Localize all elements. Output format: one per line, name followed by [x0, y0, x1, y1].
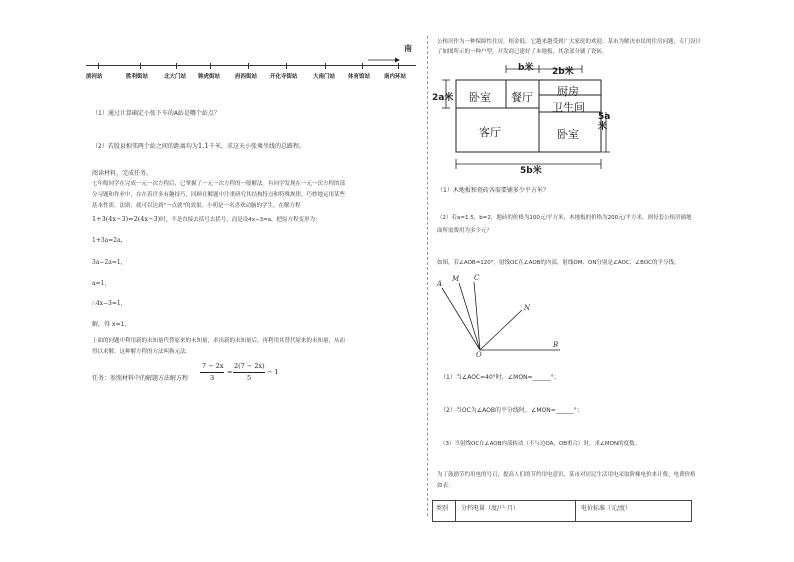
floor-plan	[432, 62, 612, 174]
electricity-intro-cont: 如表：	[437, 483, 454, 489]
paragraph-line: 七年级同学在完成一元一次方程后，已掌握了一元一次方程的一般解法。有同学发现在一元一次方程的部	[92, 181, 346, 187]
fraction-denominator: 3	[210, 374, 215, 382]
station-label: 大南门站	[313, 74, 336, 80]
fraction-numerator: 7 − 2x	[202, 362, 224, 370]
dimension-2a: 2a米	[432, 93, 454, 103]
fraction-denominator: 5	[247, 374, 252, 382]
point-label-m: M	[452, 275, 460, 283]
equals-sign: =	[227, 368, 233, 376]
station-tick	[210, 63, 211, 69]
room-bathroom: 卫生间	[552, 101, 585, 114]
station-tick	[362, 63, 363, 69]
paragraph-line: 上面的问题中利用新的未知量代替原来的未知量，求出新的未知量后，再利用其替代原来的未知量，从而	[92, 338, 346, 344]
electricity-table	[432, 500, 692, 522]
table-divider	[455, 501, 456, 521]
angle-diagram	[432, 270, 572, 362]
equation-step: a=1，	[92, 280, 111, 287]
room-kitchen: 厨房	[557, 85, 579, 98]
intro-line: 了如图所示的一种户型，开发商已建好了本地板，其余部分铺了瓷砖。	[437, 49, 608, 55]
plan-question-2: （2）若a=1.5，b=2，地砖的价格为100元/平方米，木地板的价格为200元/平方米，则每套公租房铺地	[437, 215, 692, 221]
room-living: 客厅	[479, 126, 501, 139]
question-2-text-tail: 千米，求这天小张乘坐线的总路程。	[208, 143, 305, 150]
direction-arrow	[368, 48, 398, 54]
station-label: 府西街站	[235, 74, 258, 80]
station-tick	[325, 63, 326, 69]
station-label: 北大门站	[164, 74, 187, 80]
fraction-bar	[200, 372, 224, 373]
paragraph-line: 基本性质、法则、就可以达到"一点就"的效果。小明是一名喜欢动脑的学生，在解方程	[92, 203, 301, 209]
equation-tail: − 1	[267, 368, 279, 376]
plan-question-1: （1）木地板和瓷砖各需要铺多少平方米？	[437, 187, 549, 194]
dimension-2b: 2b米	[552, 67, 574, 77]
equation-step: 1+3a=2a，	[92, 237, 127, 244]
point-label-o: O	[476, 351, 482, 359]
station-label: 体育馆站	[348, 74, 371, 80]
plan-question-2-cont: 面所需费用为多少元？	[437, 228, 493, 234]
angle-intro: 如图，若∠AOB=120°，射线OC在∠AOB的内部，射线OM、ON分别是∠AOC、∠BOC的平分线。	[437, 260, 680, 266]
point-label-a: A	[437, 280, 443, 288]
equation: 1+3(4x−3)=2(4x−3)	[92, 215, 161, 223]
equation-step: ∴4x−3=1，	[92, 300, 127, 307]
station-tick	[248, 63, 249, 69]
distance-value: 1.1	[197, 142, 209, 150]
electricity-intro: 为了鼓励节约用电的号召，提高人们的节约用电意识，某市对居民生活用电采取阶梯电价来计费，电费价格	[437, 472, 696, 478]
room-bedroom-1: 卧室	[469, 91, 491, 104]
question-1: （1）通过计算确定小张下车的A站是哪个站点？	[92, 110, 220, 117]
paragraph-line: 得以求解。这种解方程的方法叫换元法。	[92, 349, 192, 355]
table-header-category: 类别	[436, 505, 449, 512]
intro-line: 公租房作为一种保障性住房，租金低，它越来越受到广大家庭的欢迎。某市为解决市民的住房问题，专门设计	[437, 39, 702, 45]
station-label: 韩虎街站	[198, 74, 221, 80]
question-2-text: （2）若股县相邻两个站之间的距离均为	[92, 143, 198, 150]
fraction-numerator: 2(7 − 2x)	[234, 362, 265, 370]
station-tick	[140, 63, 141, 69]
task-equation	[200, 362, 280, 386]
table-header-price: 电价标准（元/度）	[581, 505, 632, 512]
dimension-b: b米	[518, 63, 534, 73]
dimension-5b: 5b米	[520, 166, 542, 176]
point-label-n: N	[524, 304, 531, 312]
question-2	[92, 142, 305, 151]
station-label: 开化寺街站	[270, 74, 298, 80]
point-label-c: C	[474, 274, 480, 282]
table-divider	[575, 501, 576, 521]
paragraph-line: 分习题和作业中，存在着许多有趣技巧，回顾在解题中注重研究其结构特点和特殊规律，巧妙地运用某些	[92, 192, 346, 198]
station-tick	[176, 63, 177, 69]
station-label: 南内环站	[384, 74, 407, 80]
equation-tail: 时，不是直接去括号去括号，而是设4x−3=a，把原方程变形为：	[160, 217, 321, 223]
room-bedroom-2: 卧室	[557, 128, 579, 141]
angle-question-2: （2）当OC为∠AOB的平分线时，∠MON=______°；	[440, 407, 583, 414]
direction-label: 南	[404, 44, 412, 53]
subway-line	[86, 65, 416, 66]
angle-question-3: （3）当射线OC在∠AOB内部转动（不与边OA、OB重合）时，求∠MON的度数。	[440, 441, 641, 447]
solution: 解，得 x=1，	[92, 321, 131, 328]
station-label: 滨河站	[86, 74, 103, 80]
reading-title: 阅读材料，完成任务。	[92, 170, 153, 177]
dimension-5a: 5a米	[598, 112, 611, 132]
angle-question-1: （1）当∠AOC=40°时，∠MON=______°；	[440, 374, 560, 381]
table-header-tier: 分档电量（度/户·月）	[461, 505, 519, 512]
column-divider	[427, 36, 428, 516]
task-label: 任务：参照材料中的解题方法解方程	[92, 375, 189, 382]
station-tick	[98, 63, 99, 69]
fraction-bar	[233, 372, 265, 373]
main-equation	[92, 215, 321, 224]
equation-step: 3a−2a=1，	[92, 259, 127, 266]
point-label-b: B	[553, 341, 559, 349]
station-label: 胜利街站	[126, 74, 149, 80]
station-tick	[398, 63, 399, 69]
station-tick	[286, 63, 287, 69]
room-dining: 餐厅	[511, 91, 533, 104]
